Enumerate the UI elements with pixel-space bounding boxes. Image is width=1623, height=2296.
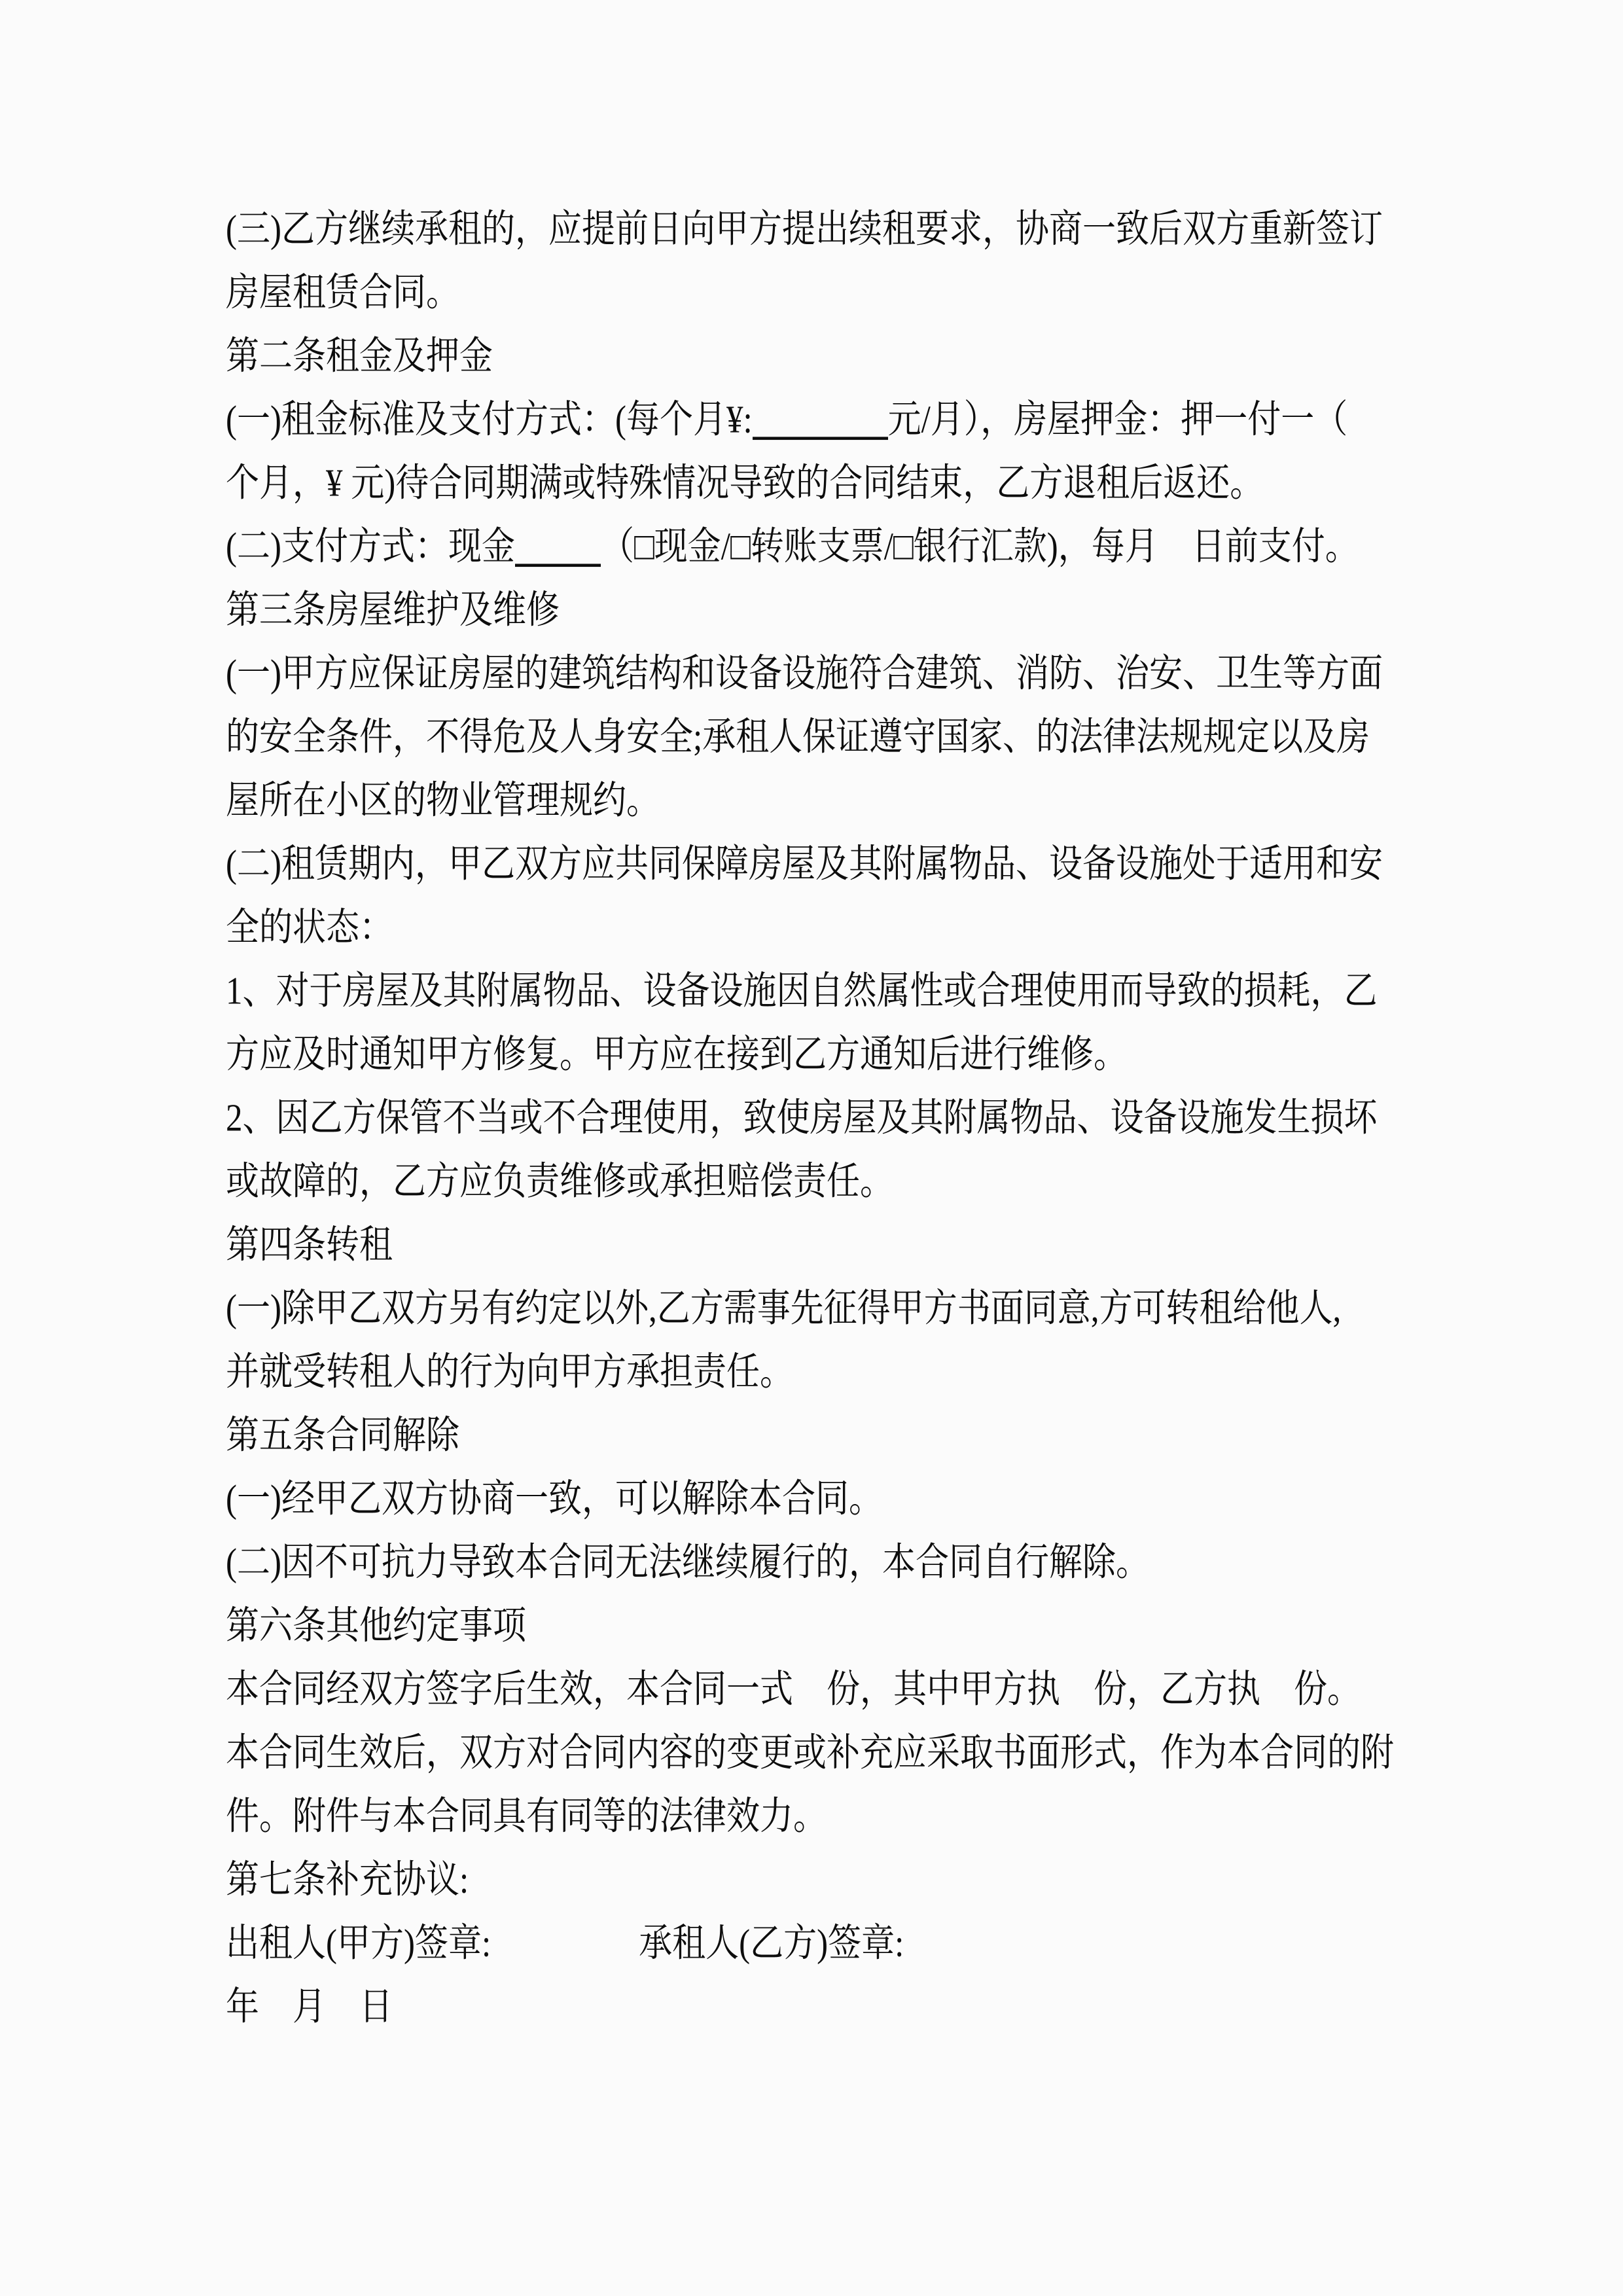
contract-line bbox=[226, 1653, 1410, 1727]
lessor-signature-label: 出租人(甲方)签章: bbox=[226, 1922, 491, 1965]
article-7-heading bbox=[226, 1844, 1410, 1918]
contract-line bbox=[226, 637, 1410, 711]
lessee-signature-label: 承租人(乙方)签章: bbox=[639, 1922, 904, 1965]
contract-line bbox=[226, 828, 1410, 902]
line-text: (一)除甲乙双方另有约定以外,乙方需事先征得甲方书面同意,方可转租给他人, bbox=[226, 1287, 1342, 1331]
line-text: 的安全条件，不得危及人身安全;承租人保证遵守国家、的法律法规规定以及房 bbox=[226, 716, 1370, 759]
line-text: 年 月 日 bbox=[226, 1986, 393, 2029]
contract-line bbox=[226, 701, 1410, 775]
line-text: 第三条房屋维护及维修 bbox=[226, 589, 560, 632]
line-text: 第七条补充协议: bbox=[226, 1859, 469, 1902]
line-text: 房屋租赁合同。 bbox=[226, 272, 460, 315]
contract-line bbox=[226, 1717, 1410, 1791]
line-text: (三)乙方继续承租的，应提前日向甲方提出续租要求，协商一致后双方重新签订 bbox=[226, 208, 1383, 251]
line-text: 个月，¥ 元)待合同期满或特殊情况导致的合同结束，乙方退租后返还。 bbox=[226, 462, 1264, 505]
line-text: 第六条其他约定事项 bbox=[226, 1605, 527, 1648]
contract-line bbox=[226, 1018, 1410, 1092]
article-5-heading bbox=[226, 1399, 1410, 1473]
blank-underline bbox=[753, 428, 888, 440]
line-text: (二)租赁期内，甲乙双方应共同保障房屋及其附属物品、设备设施处于适用和安 bbox=[226, 843, 1383, 886]
contract-line bbox=[226, 447, 1410, 521]
signature-gap bbox=[491, 1955, 639, 1956]
line-text: 第四条转租 bbox=[226, 1224, 393, 1267]
line-text: (一)甲方应保证房屋的建筑结构和设备设施符合建筑、消防、治安、卫生等方面 bbox=[226, 653, 1383, 696]
contract-line bbox=[226, 1272, 1410, 1346]
line-text: 1、对于房屋及其附属物品、设备设施因自然属性或合理使用而导致的损耗，乙 bbox=[226, 970, 1378, 1013]
line-text: 第五条合同解除 bbox=[226, 1414, 460, 1458]
article-3-heading bbox=[226, 574, 1410, 648]
article-2-heading bbox=[226, 320, 1410, 394]
contract-line bbox=[226, 1145, 1410, 1219]
contract-line bbox=[226, 257, 1410, 331]
contract-line bbox=[226, 955, 1410, 1029]
contract-line bbox=[226, 1463, 1410, 1537]
line-text: 或故障的，乙方应负责维修或承担赔偿责任。 bbox=[226, 1160, 894, 1204]
article-6-heading bbox=[226, 1590, 1410, 1664]
contract-line bbox=[226, 384, 1410, 457]
line-text: 并就受转租人的行为向甲方承担责任。 bbox=[226, 1351, 794, 1394]
contract-line bbox=[226, 1336, 1410, 1410]
line-text: (一)租金标准及支付方式：(每个月¥: bbox=[226, 399, 753, 442]
signature-line bbox=[226, 1907, 1410, 1981]
line-text: (二)支付方式：现金 bbox=[226, 526, 515, 569]
article-4-heading bbox=[226, 1209, 1410, 1283]
contract-line bbox=[226, 511, 1410, 584]
contract-line bbox=[226, 1526, 1410, 1600]
contract-line bbox=[226, 193, 1410, 267]
line-text: 元/月），房屋押金：押一付一（ bbox=[887, 399, 1348, 442]
line-text: 件。附件与本合同具有同等的法律效力。 bbox=[226, 1795, 827, 1839]
document-body bbox=[226, 198, 1410, 2039]
line-text: 2、因乙方保管不当或不合理使用，致使房屋及其附属物品、设备设施发生损坏 bbox=[226, 1097, 1378, 1140]
line-text: 本合同经双方签字后生效，本合同一式 份，其中甲方执 份，乙方执 份。 bbox=[226, 1668, 1361, 1712]
line-text: 方应及时通知甲方修复。甲方应在接到乙方通知后进行维修。 bbox=[226, 1033, 1128, 1077]
line-text: 本合同生效后，双方对合同内容的变更或补充应采取书面形式，作为本合同的附 bbox=[226, 1732, 1395, 1775]
contract-line bbox=[226, 1780, 1410, 1854]
contract-line bbox=[226, 764, 1410, 838]
line-text: 全的状态： bbox=[226, 906, 393, 950]
blank-underline bbox=[515, 555, 601, 567]
line-text: (一)经甲乙双方协商一致，可以解除本合同。 bbox=[226, 1478, 882, 1521]
line-text: (二)因不可抗力导致本合同无法继续履行的，本合同自行解除。 bbox=[226, 1541, 1149, 1585]
line-text: 屋所在小区的物业管理规约。 bbox=[226, 780, 660, 823]
contract-line bbox=[226, 1082, 1410, 1156]
line-text: 第二条租金及押金 bbox=[226, 335, 493, 378]
line-text: （□现金/□转账支票/□银行汇款)，每月 日前支付。 bbox=[600, 526, 1359, 569]
date-line bbox=[226, 1971, 1410, 2045]
contract-line bbox=[226, 891, 1410, 965]
